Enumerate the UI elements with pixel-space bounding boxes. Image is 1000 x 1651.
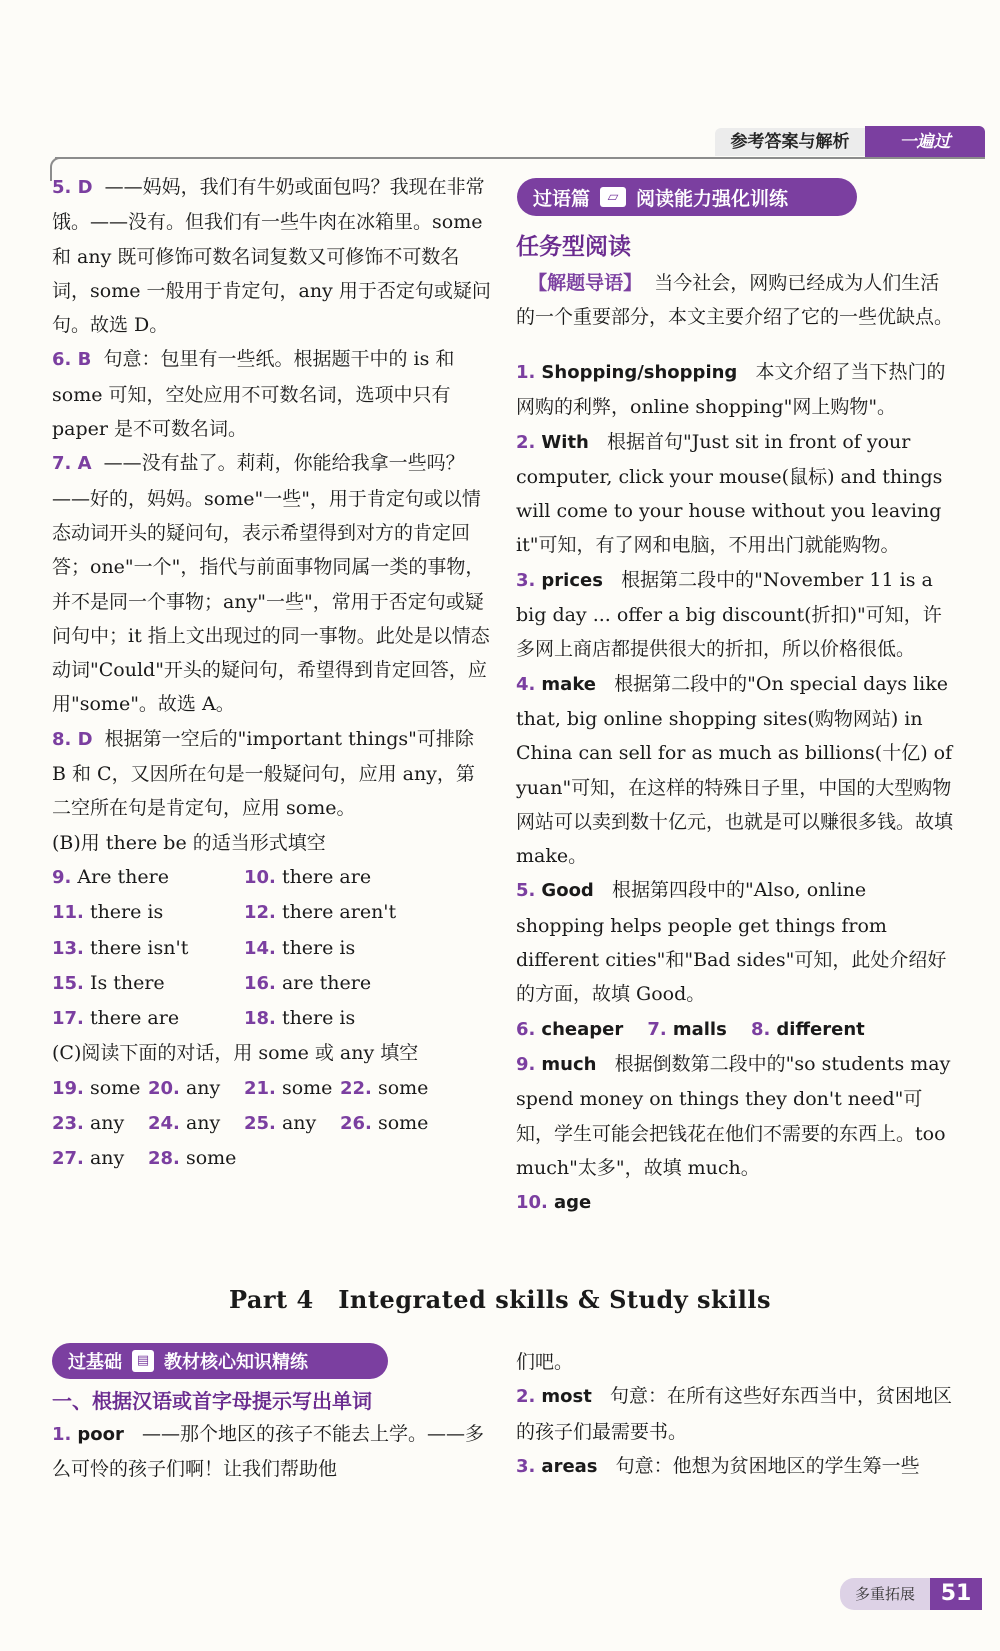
item-number: 10.	[516, 1192, 548, 1214]
item-answer: there aren't	[281, 901, 397, 924]
item-answer: age	[553, 1192, 592, 1214]
item-number: 7.	[647, 1018, 667, 1040]
section-c-title: (C)阅读下面的对话，用 some 或 any 填空	[52, 1042, 419, 1065]
item-number: 2.	[516, 1386, 536, 1408]
answer-item	[516, 873, 956, 1011]
item-answer: are there	[281, 971, 372, 994]
item-answer: most	[541, 1386, 592, 1408]
answer-item	[52, 446, 492, 721]
item-number: 9.	[516, 1053, 536, 1075]
answer-item	[516, 1449, 956, 1484]
item-number: 11.	[52, 902, 84, 924]
item-number: 1.	[516, 362, 536, 383]
item-answer: there are	[89, 1007, 180, 1030]
item-answer: Good	[541, 880, 594, 902]
item-answer: much	[541, 1053, 597, 1075]
item-number: 27.	[52, 1148, 84, 1170]
item-number: 1.	[52, 1424, 72, 1445]
item-answer: Are there	[77, 865, 169, 888]
item-answer: With	[541, 431, 589, 453]
item-number: 15.	[52, 972, 84, 994]
item-explanation: 句意：他想为贫困地区的学生筹一些	[615, 1454, 920, 1477]
answer-row	[52, 966, 492, 1001]
item-number: 3.	[516, 569, 536, 591]
item-answer: areas	[541, 1455, 598, 1477]
page-number: 51	[930, 1578, 982, 1610]
continued-text: 们吧。	[516, 1351, 574, 1373]
banner-left-label: 过基础	[68, 1352, 122, 1373]
item-number: 2.	[516, 431, 536, 453]
header-brand: 一遍过	[865, 126, 985, 158]
item-answer: any	[185, 1112, 221, 1135]
item-number: 18.	[244, 1008, 276, 1030]
item-number: 19.	[52, 1077, 84, 1099]
item-answer: there is	[89, 901, 164, 924]
guide-text: 当今社会，网购已经成为人们生活的一个重要部分，本文主要介绍了它的一些优缺点。	[516, 272, 954, 329]
item-number: 8.	[750, 1018, 771, 1040]
item-answer: Shopping/shopping	[541, 362, 738, 383]
basics-banner	[52, 1343, 388, 1379]
header-section-label: 参考答案与解析	[715, 128, 865, 156]
item-number: 9.	[52, 866, 72, 888]
item-answer: there isn't	[89, 936, 189, 959]
item-answer: there are	[281, 865, 372, 888]
answer-row	[52, 860, 492, 895]
answer-item	[516, 667, 956, 874]
right-column	[516, 355, 956, 1220]
item-number: 5. D	[52, 177, 93, 198]
answer-row	[52, 1106, 492, 1141]
item-explanation: 本文介绍了当下热门的网购的利弊，online shopping"网上购物"。	[516, 361, 946, 419]
section-b-title: (B)用 there be 的适当形式填空	[52, 831, 326, 854]
item-answer: some	[281, 1076, 333, 1099]
answer-row	[52, 1071, 492, 1106]
answer-item	[516, 1379, 956, 1449]
item-answer: some	[185, 1147, 237, 1170]
item-answer: there is	[281, 936, 356, 959]
answer-row	[516, 1012, 956, 1047]
item-number: 5.	[516, 880, 536, 902]
answer-item	[516, 1047, 956, 1185]
item-answer: cheaper	[541, 1018, 624, 1040]
item-answer: there is	[281, 1007, 356, 1030]
item-number: 25.	[244, 1113, 276, 1135]
item-explanation: 根据第二段中的"On special days like that, big online shopping sites(购物网站) in China can sell for as much as billions(十亿) of yuan"可知，在这样的特殊日子里，中国的大型购物网站可以卖到数十亿元，也就是可以赚很多钱。故填 make。	[516, 672, 954, 868]
item-number: 10.	[244, 866, 276, 888]
banner-right-label: 教材核心知识精练	[164, 1352, 308, 1373]
item-number: 28.	[148, 1148, 180, 1170]
answer-item	[52, 722, 492, 826]
item-answer: any	[185, 1076, 221, 1099]
item-number: 6. B	[52, 349, 92, 371]
item-answer: poor	[77, 1424, 124, 1445]
item-answer: Is there	[89, 971, 165, 994]
right-column-bottom	[516, 1345, 956, 1484]
item-explanation: ——妈妈，我们有牛奶或面包吗？我现在非常饿。——没有。但我们有一些牛肉在冰箱里。some 和 any 既可修饰可数名词复数又可修饰不可数名词，some 一般用于肯定句，any 用于否定句或疑问句。故选 D。	[52, 176, 491, 337]
left-column-bottom	[52, 1417, 492, 1487]
task-reading-title: 任务型阅读	[516, 234, 631, 260]
item-number: 24.	[148, 1113, 180, 1135]
item-explanation: 根据倒数第二段中的"so students may spend money on things they don't need"可知，学生可能会把钱花在他们不需要的东西上。too much"太多"，故填 much。	[516, 1052, 951, 1179]
item-explanation: 根据首句"Just sit in front of your computer, click your mouse(鼠标) and things will come to your house without you leaving it"可知，有了网和电脑，不用出门就能购物。	[516, 430, 943, 557]
item-number: 21.	[244, 1077, 276, 1099]
answer-row	[52, 1001, 492, 1036]
item-explanation: 根据第一空后的"important things"可排除 B 和 C，又因所在句是一般疑问句，应用 any，第二空所在句是肯定句，应用 some。	[52, 727, 475, 820]
item-answer: make	[541, 673, 597, 695]
item-answer: different	[776, 1018, 865, 1040]
answer-item	[52, 170, 492, 342]
guide-tag: 【解题导语】	[528, 272, 643, 294]
item-answer: some	[89, 1076, 141, 1099]
answer-item	[52, 1417, 492, 1487]
left-column	[52, 170, 492, 1177]
header-divider	[55, 157, 985, 159]
solution-guide	[516, 266, 956, 335]
item-number: 20.	[148, 1077, 180, 1099]
item-explanation: ——那个地区的孩子不能去上学。——多么可怜的孩子们啊！让我们帮助他	[52, 1423, 485, 1481]
item-explanation: 根据第二段中的"November 11 is a big day ... offer a big discount(折扣)"可知，许多网上商店都提供很大的折扣，所以价格很低。	[516, 568, 942, 661]
banner-right-label: 阅读能力强化训练	[636, 187, 789, 210]
item-number: 17.	[52, 1008, 84, 1030]
notebook-icon: ▤	[132, 1350, 154, 1372]
answer-item	[516, 563, 956, 667]
item-answer: prices	[541, 569, 603, 591]
banner-left-label: 过语篇	[533, 187, 591, 210]
answer-row	[52, 1141, 492, 1176]
item-number: 12.	[244, 902, 276, 924]
item-explanation: 根据第四段中的"Also, online shopping helps people get things from different cities"和"Bad sides"可知，此处介绍好的方面，故填 Good。	[516, 879, 947, 1006]
item-explanation: ——没有盐了。莉莉，你能给我拿一些吗？——好的，妈妈。some"一些"，用于肯定句或以情态动词开头的疑问句，表示希望得到对方的肯定回答；one"一个"，指代与前面事物同属一类的事物，并不是同一个事物；any"一些"，常用于否定句或疑问句中；it 指上文出现过的同一事物。此处是以情态动词"Could"开头的疑问句，希望得到肯定回答，应用"some"。故选 A。	[52, 452, 490, 716]
item-number: 22.	[340, 1077, 372, 1099]
open-book-icon: ▱	[600, 187, 626, 207]
item-explanation: 句意：在所有这些好东西当中，贫困地区的孩子们最需要书。	[516, 1385, 953, 1443]
answer-row	[52, 895, 492, 930]
item-answer: any	[89, 1147, 125, 1170]
item-number: 3.	[516, 1455, 536, 1477]
item-number: 8. D	[52, 728, 93, 750]
item-explanation: 句意：包里有一些纸。根据题干中的 is 和 some 可知，空处应用不可数名词，选项中只有 paper 是不可数名词。	[52, 348, 455, 441]
exercise-title: 一、根据汉语或首字母提示写出单词	[52, 1389, 372, 1413]
item-answer: some	[377, 1112, 429, 1135]
reading-banner	[517, 178, 857, 216]
answer-item	[516, 1185, 956, 1220]
item-number: 7. A	[52, 453, 92, 475]
item-answer: any	[281, 1112, 317, 1135]
item-number: 16.	[244, 972, 276, 994]
item-number: 4.	[516, 673, 536, 695]
answer-item	[516, 425, 956, 563]
item-answer: malls	[672, 1018, 727, 1040]
answer-item	[52, 342, 492, 446]
item-answer: any	[89, 1112, 125, 1135]
item-answer: some	[377, 1076, 429, 1099]
item-number: 14.	[244, 937, 276, 959]
answer-row	[52, 931, 492, 966]
part-title: Part 4 Integrated skills & Study skills	[228, 1285, 772, 1314]
item-number: 13.	[52, 937, 84, 959]
item-number: 26.	[340, 1113, 372, 1135]
item-number: 23.	[52, 1113, 84, 1135]
item-number: 6.	[516, 1018, 536, 1040]
answer-item	[516, 355, 956, 425]
footer-label: 多重拓展	[840, 1578, 930, 1610]
